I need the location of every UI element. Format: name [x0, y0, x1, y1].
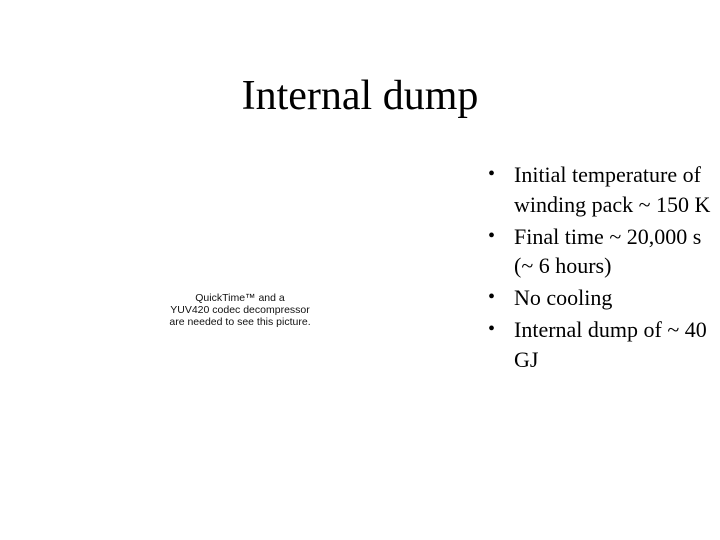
bullet-text: Internal dump of ~ 40 GJ [514, 317, 707, 372]
bullet-dot-icon: • [488, 163, 496, 185]
bullet-dot-icon: • [488, 224, 496, 247]
bullet-text: Final time ~ 20,000 s (~ 6 hours) [514, 223, 702, 278]
quicktime-placeholder [160, 292, 320, 328]
slide-title: Internal dump [241, 73, 479, 119]
placeholder-line: QuickTime™ and a [195, 292, 285, 304]
bullet-dot-icon: • [488, 318, 496, 340]
bullet-text: No cooling [514, 285, 613, 310]
bullet-item [484, 283, 716, 313]
bullet-list [484, 160, 716, 377]
bullet-text: Initial temperature of winding pack ~ 150 K [514, 162, 711, 217]
bullet-item [484, 160, 716, 219]
bullet-dot-icon: • [488, 286, 496, 308]
placeholder-line: are needed to see this picture. [169, 316, 311, 328]
bullet-item [484, 222, 716, 281]
placeholder-line: YUV420 codec decompressor [170, 304, 310, 316]
bullet-item [484, 315, 716, 374]
